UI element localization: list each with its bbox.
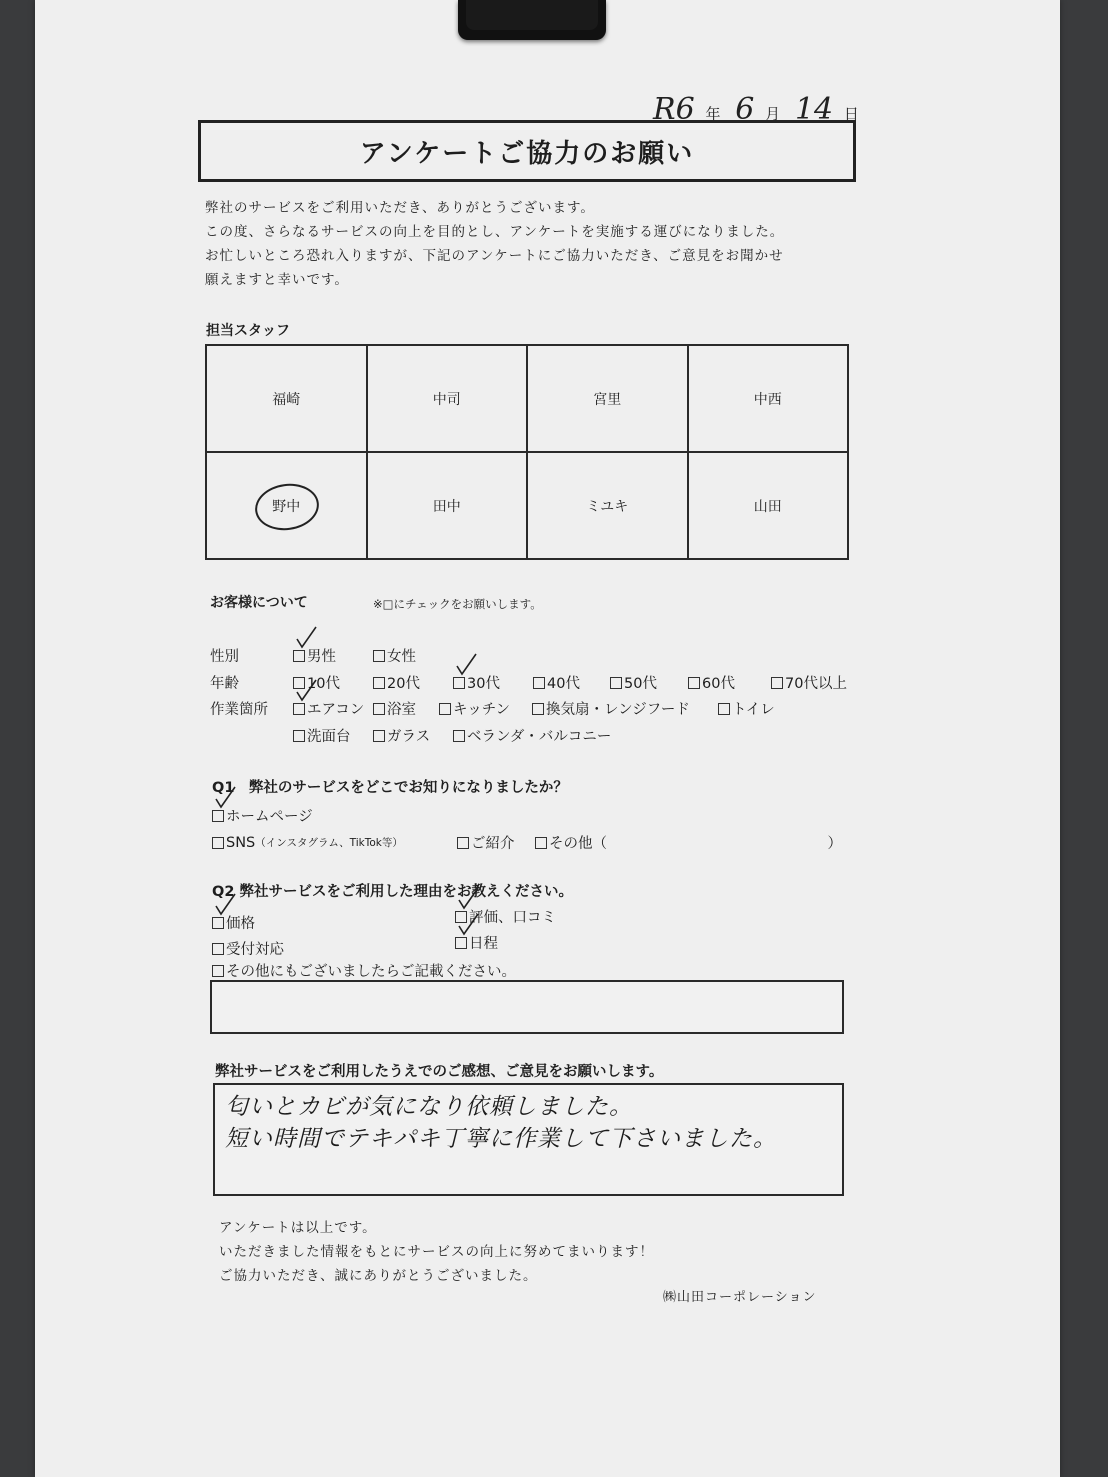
q2-question: Q2 弊社サービスをご利用した理由をお教えください。 xyxy=(212,884,573,900)
age-20-checkbox[interactable]: 20代 xyxy=(373,672,453,693)
q1-row-1 xyxy=(212,805,313,826)
q2-review-checkbox[interactable]: 評価、口コミ xyxy=(455,906,556,927)
q2-schedule-row xyxy=(455,932,498,953)
q1-sns-checkbox[interactable]: SNS （インスタグラム、TikTok等） xyxy=(212,835,457,851)
age-30-checkbox[interactable]: 30代 xyxy=(453,672,533,693)
check-mark-icon xyxy=(455,652,477,676)
feedback-label: 弊社サービスをご利用したうえでのご感想、ご意見をお願いします。 xyxy=(215,1064,664,1080)
check-mark-icon xyxy=(214,892,236,916)
q1-row-2: SNS （インスタグラム、TikTok等） ご紹介 その他（ ） xyxy=(212,832,842,853)
work-kitchen-checkbox[interactable]: キッチン xyxy=(439,698,532,719)
date-day: 14 xyxy=(794,92,834,127)
work-row-2 xyxy=(293,725,611,746)
age-10-checkbox[interactable]: 10代 xyxy=(293,672,373,693)
work-label: 作業箇所 xyxy=(210,702,268,718)
date-era-year: R6 xyxy=(653,92,695,127)
work-glass-checkbox[interactable]: ガラス xyxy=(373,725,453,746)
staff-cell[interactable]: 中西 xyxy=(688,345,849,452)
q2-other-textbox[interactable] xyxy=(210,980,844,1034)
check-mark-icon xyxy=(295,678,317,702)
age-50-checkbox[interactable]: 50代 xyxy=(610,672,688,693)
staff-cell[interactable]: 山田 xyxy=(688,452,849,559)
feedback-handwritten-line-1: 匂いとカビが気になり依頼しました。 xyxy=(225,1094,633,1120)
page-title: アンケートご協力のお願い xyxy=(198,120,856,182)
work-row-1 xyxy=(210,698,775,719)
q2-other-row xyxy=(212,960,516,981)
work-bath-checkbox[interactable]: 浴室 xyxy=(373,698,439,719)
q1-question: Q1 弊社のサービスをどこでお知りになりましたか？ xyxy=(212,780,568,796)
customer-label: お客様について xyxy=(210,595,308,611)
q1-homepage-checkbox[interactable]: ホームページ xyxy=(212,805,313,826)
age-40-checkbox[interactable]: 40代 xyxy=(533,672,610,693)
age-label: 年齢 xyxy=(210,676,239,692)
q2-other-checkbox[interactable]: その他にもございましたらご記載ください。 xyxy=(212,960,516,981)
staff-cell[interactable]: 田中 xyxy=(367,452,528,559)
q2-price-row xyxy=(212,912,255,933)
work-veranda-checkbox[interactable]: ベランダ・バルコニー xyxy=(453,725,611,746)
customer-note: ※□にチェックをお願いします。 xyxy=(373,597,542,611)
work-washbasin-checkbox[interactable]: 洗面台 xyxy=(293,725,373,746)
staff-cell[interactable]: 福崎 xyxy=(206,345,367,452)
q2-reception-checkbox[interactable]: 受付対応 xyxy=(212,938,284,959)
survey-paper xyxy=(35,0,1060,1477)
age-70plus-checkbox[interactable]: 70代以上 xyxy=(771,672,847,693)
staff-cell[interactable]: ミユキ xyxy=(527,452,688,559)
q1-referral-checkbox[interactable]: ご紹介 xyxy=(457,832,535,853)
circle-mark-icon xyxy=(252,479,322,533)
clipboard-clip xyxy=(458,0,606,40)
gender-row xyxy=(210,645,416,666)
check-mark-icon xyxy=(214,785,236,809)
gender-female-checkbox[interactable]: 女性 xyxy=(373,645,416,666)
gender-male-checkbox[interactable]: 男性 xyxy=(293,645,373,666)
intro-text: 弊社のサービスをご利用いただき、ありがとうございます。 この度、さらなるサービスの向上を目的とし、アンケートを実施する運びになりました。 お忙しいところ恐れ入りますが、下記のアンケートにご協力いただき、ご意見をお聞かせ 願えますと幸いです。 xyxy=(205,200,785,288)
q2-schedule-checkbox[interactable]: 日程 xyxy=(455,932,498,953)
staff-label: 担当スタッフ xyxy=(206,323,290,339)
q2-price-checkbox[interactable]: 価格 xyxy=(212,912,255,933)
feedback-handwritten-line-2: 短い時間でテキパキ丁寧に作業して下さいました。 xyxy=(225,1126,777,1152)
q2-reception-row xyxy=(212,938,284,959)
check-mark-icon xyxy=(295,625,317,649)
outro-text: アンケートは以上です。 いただきました情報をもとにサービスの向上に努めてまいります！ ご協力いただき、誠にありがとうございました。 xyxy=(219,1220,654,1284)
work-aircon-checkbox[interactable]: エアコン xyxy=(293,698,373,719)
date-line: R6 年 6 月 14 日 xyxy=(653,92,859,127)
staff-cell-selected[interactable]: 野中 xyxy=(206,452,367,559)
gender-label: 性別 xyxy=(210,649,239,665)
staff-cell[interactable]: 中司 xyxy=(367,345,528,452)
company-name: ㈱山田コーポレーション xyxy=(663,1290,817,1305)
work-fan-checkbox[interactable]: 換気扇・レンジフード xyxy=(532,698,718,719)
date-month: 6 xyxy=(735,92,755,127)
feedback-textbox[interactable] xyxy=(213,1083,844,1196)
q1-other-checkbox[interactable]: その他（ xyxy=(535,832,828,853)
check-mark-icon xyxy=(457,886,479,910)
staff-cell[interactable]: 宮里 xyxy=(527,345,688,452)
work-toilet-checkbox[interactable]: トイレ xyxy=(718,698,775,719)
staff-table xyxy=(205,344,849,560)
check-mark-icon xyxy=(457,912,479,936)
age-60-checkbox[interactable]: 60代 xyxy=(688,672,771,693)
